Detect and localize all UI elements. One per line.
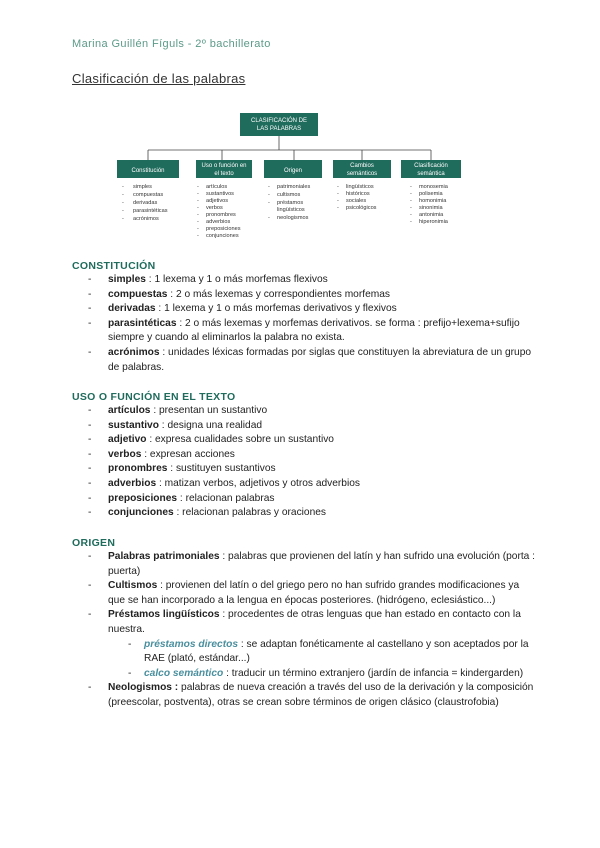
list-dash: -: [88, 551, 92, 562]
term: verbos: [108, 448, 142, 460]
diagram-item: cultismos: [277, 192, 301, 198]
list-dash: -: [88, 507, 92, 519]
item-dash: -: [122, 184, 124, 190]
list-item: [88, 433, 538, 448]
list-dash: -: [88, 303, 92, 315]
section-heading-origen: ORIGEN: [72, 537, 116, 549]
term: Préstamos lingüísticos: [108, 609, 220, 621]
list-item: [88, 462, 538, 477]
definition: : traducir un término extranjero (jardín de infancia = kindergarden): [226, 667, 524, 679]
diagram-node-uso: [196, 160, 252, 178]
list-item: [88, 273, 538, 288]
list-dash: -: [128, 667, 132, 679]
item-dash: -: [122, 200, 124, 206]
node-label-line1: Uso o función en: [201, 163, 247, 169]
diagram-item: neologismos: [277, 215, 309, 221]
diagram-item: artículos: [206, 184, 228, 190]
sub-term: préstamos directos: [144, 638, 238, 650]
term: Neologismos :: [108, 682, 179, 694]
item-dash: -: [197, 233, 199, 239]
list-item: [88, 681, 538, 710]
list-dash: -: [88, 609, 92, 621]
item-dash: -: [122, 192, 124, 198]
node-label-line1: Clasificación: [414, 163, 448, 169]
item-dash: -: [268, 215, 270, 221]
list-dash: -: [88, 274, 92, 285]
diagram-item: polisemia: [419, 191, 443, 197]
definition: palabras de nueva creación a través del uso de la derivación y la composición (preescolar, postventa), otras se crean sobre términos de origen clásico (claustrofobia): [108, 682, 534, 708]
node-label: Origen: [283, 168, 303, 174]
item-dash: -: [410, 198, 412, 204]
list-item: [88, 317, 538, 346]
term: adjetivo: [108, 434, 147, 446]
diagram-item: homonimia: [419, 198, 447, 204]
list-dash: -: [88, 682, 92, 694]
term: sustantivo: [108, 419, 159, 431]
list-dash: -: [88, 463, 92, 475]
diagram-item: conjunciones: [206, 233, 239, 239]
diagram-item: históricos: [346, 191, 370, 197]
definition: : palabras que provienen del latín y han sufrido una evolución (porta : puerta): [108, 551, 536, 577]
list-item: [88, 492, 538, 507]
list-dash: -: [88, 448, 92, 460]
list-dash: -: [88, 434, 92, 446]
term: Palabras patrimoniales: [108, 551, 220, 562]
definition: : relacionan palabras: [179, 492, 275, 504]
item-dash: -: [410, 205, 412, 211]
list-dash: -: [88, 288, 92, 300]
root-label-line1: CLASIFICACIÓN DE: [250, 118, 308, 124]
item-dash: -: [410, 219, 412, 225]
item-dash: -: [197, 226, 199, 232]
list-item: [88, 477, 538, 492]
definition: : presentan un sustantivo: [153, 405, 268, 416]
definition: : 1 lexema y 1 o más morfemas flexivos: [148, 274, 328, 285]
list-dash: -: [88, 419, 92, 431]
diagram-item: sustantivos: [206, 191, 234, 197]
diagram-node-clasificacion: [401, 160, 461, 178]
diagram-node-origen: [264, 160, 322, 178]
node-label-line1: Cambios: [350, 163, 374, 169]
diagram-item: lingüísticos: [277, 207, 305, 213]
diagram-connectors: [148, 136, 431, 160]
diagram-item: preposiciones: [206, 226, 241, 232]
item-dash: -: [197, 219, 199, 225]
definition: : designa una realidad: [161, 419, 263, 431]
list-item: [88, 506, 538, 521]
prestamos-sublist: [128, 638, 538, 682]
definition: : 2 o más lexemas y correspondientes morfemas: [170, 288, 390, 300]
node-label: Constitución: [131, 168, 165, 174]
item-dash: -: [337, 191, 339, 197]
list-dash: -: [88, 580, 92, 592]
diagram-item: derivadas: [133, 200, 158, 206]
term: conjunciones: [108, 507, 174, 519]
term: acrónimos: [108, 346, 160, 358]
definition: : sustituyen sustantivos: [170, 463, 276, 475]
list-item: [88, 550, 538, 579]
term: Cultismos: [108, 580, 158, 592]
sub-term: calco semántico: [144, 667, 224, 679]
section-heading-uso: USO O FUNCIÓN EN EL TEXTO: [72, 391, 236, 403]
uso-list: [88, 404, 538, 521]
item-dash: -: [337, 205, 339, 211]
definition: : provienen del latín o del griego pero no han sufrido grandes modificaciones ya que se han incorporado a la lengua en épocas posteriores. (hidrógeno, eclesiástico...): [108, 580, 520, 606]
constitucion-list: [88, 273, 538, 375]
item-dash: -: [410, 191, 412, 197]
node-label-line2: el texto: [214, 171, 234, 177]
definition: : expresan acciones: [144, 448, 235, 460]
term: artículos: [108, 405, 151, 416]
list-item: [88, 448, 538, 463]
diagram-item: préstamos: [277, 200, 304, 206]
document-author-header: Marina Guillén Fíguls - 2º bachillerato: [72, 38, 271, 50]
term: adverbios: [108, 477, 157, 489]
diagram-items: [122, 184, 449, 239]
diagram-node-cambios: [333, 160, 391, 178]
definition: : unidades léxicas formadas por siglas que constituyen la abreviatura de un grupo de palabras.: [108, 346, 532, 373]
list-dash: -: [88, 477, 92, 489]
term: derivadas: [108, 303, 156, 315]
diagram-item: adjetivos: [206, 198, 229, 204]
diagram-item: monosemia: [419, 184, 448, 190]
term: compuestas: [108, 288, 168, 300]
item-dash: -: [337, 198, 339, 204]
diagram-root-node: [240, 113, 318, 136]
classification-diagram: [0, 0, 600, 250]
item-dash: -: [197, 184, 199, 190]
list-item: [88, 288, 538, 303]
term: parasintéticas: [108, 317, 177, 329]
diagram-item: hiperonimia: [419, 219, 448, 225]
list-item: [88, 579, 538, 608]
item-dash: -: [197, 212, 199, 218]
list-item: [88, 302, 538, 317]
item-dash: -: [268, 200, 270, 206]
origen-list: [88, 550, 538, 711]
definition: : expresa cualidades sobre un sustantivo: [149, 434, 334, 446]
definition: : 1 lexema y 1 o más morfemas derivativos y flexivos: [158, 303, 397, 315]
item-dash: -: [268, 192, 270, 198]
list-dash: -: [88, 346, 92, 358]
definition: : 2 o más lexemas y morfemas derivativos. se forma : prefijo+lexema+sufijo siempre y cuando al eliminarlos la palabra no exista.: [108, 317, 520, 344]
list-item: [88, 419, 538, 434]
item-dash: -: [197, 191, 199, 197]
term: simples: [108, 274, 146, 285]
diagram-node-constitucion: [117, 160, 179, 178]
item-dash: -: [410, 184, 412, 190]
sub-list-item: [128, 667, 538, 682]
list-item: [88, 404, 538, 419]
list-item: [88, 346, 538, 375]
list-dash: -: [88, 405, 92, 416]
diagram-item: pronombres: [206, 212, 236, 218]
item-dash: -: [410, 212, 412, 218]
node-label-line2: semántica: [417, 171, 445, 177]
list-dash: -: [88, 492, 92, 504]
definition: : relacionan palabras y oraciones: [176, 507, 327, 519]
section-heading-constitucion: CONSTITUCIÓN: [72, 260, 156, 272]
term: pronombres: [108, 463, 168, 475]
diagram-item: sinonimia: [419, 205, 443, 211]
diagram-item: verbos: [206, 205, 223, 211]
list-dash: -: [88, 317, 92, 329]
diagram-item: simples: [133, 184, 152, 190]
diagram-item: acrónimos: [133, 216, 159, 222]
diagram-item: sociales: [346, 198, 367, 204]
diagram-item: psicológicos: [346, 205, 377, 211]
term: preposiciones: [108, 492, 178, 504]
item-dash: -: [268, 184, 270, 190]
document-title: Clasificación de las palabras: [72, 71, 246, 86]
diagram-item: adverbios: [206, 219, 231, 225]
item-dash: -: [197, 205, 199, 211]
list-item: [88, 608, 538, 681]
item-dash: -: [197, 198, 199, 204]
list-dash: -: [128, 638, 132, 650]
sub-list-item: [128, 638, 538, 667]
definition: : procedentes de otras lenguas que han estado en contacto con la nuestra.: [108, 609, 521, 635]
diagram-item: compuestas: [133, 192, 164, 198]
definition: : matizan verbos, adjetivos y otros adverbios: [158, 477, 360, 489]
item-dash: -: [122, 208, 124, 214]
definition: : se adaptan fonéticamente al castellano y son aceptados por la RAE (plató, estándar...): [144, 638, 529, 665]
diagram-item: parasintéticas: [133, 208, 168, 214]
node-label-line2: semánticos: [346, 171, 378, 177]
item-dash: -: [122, 216, 124, 222]
diagram-item: antonimia: [419, 212, 444, 218]
root-label-line2: LAS PALABRAS: [256, 126, 302, 132]
item-dash: -: [337, 184, 339, 190]
diagram-item: patrimoniales: [277, 184, 311, 190]
diagram-item: lingüísticos: [346, 184, 374, 190]
